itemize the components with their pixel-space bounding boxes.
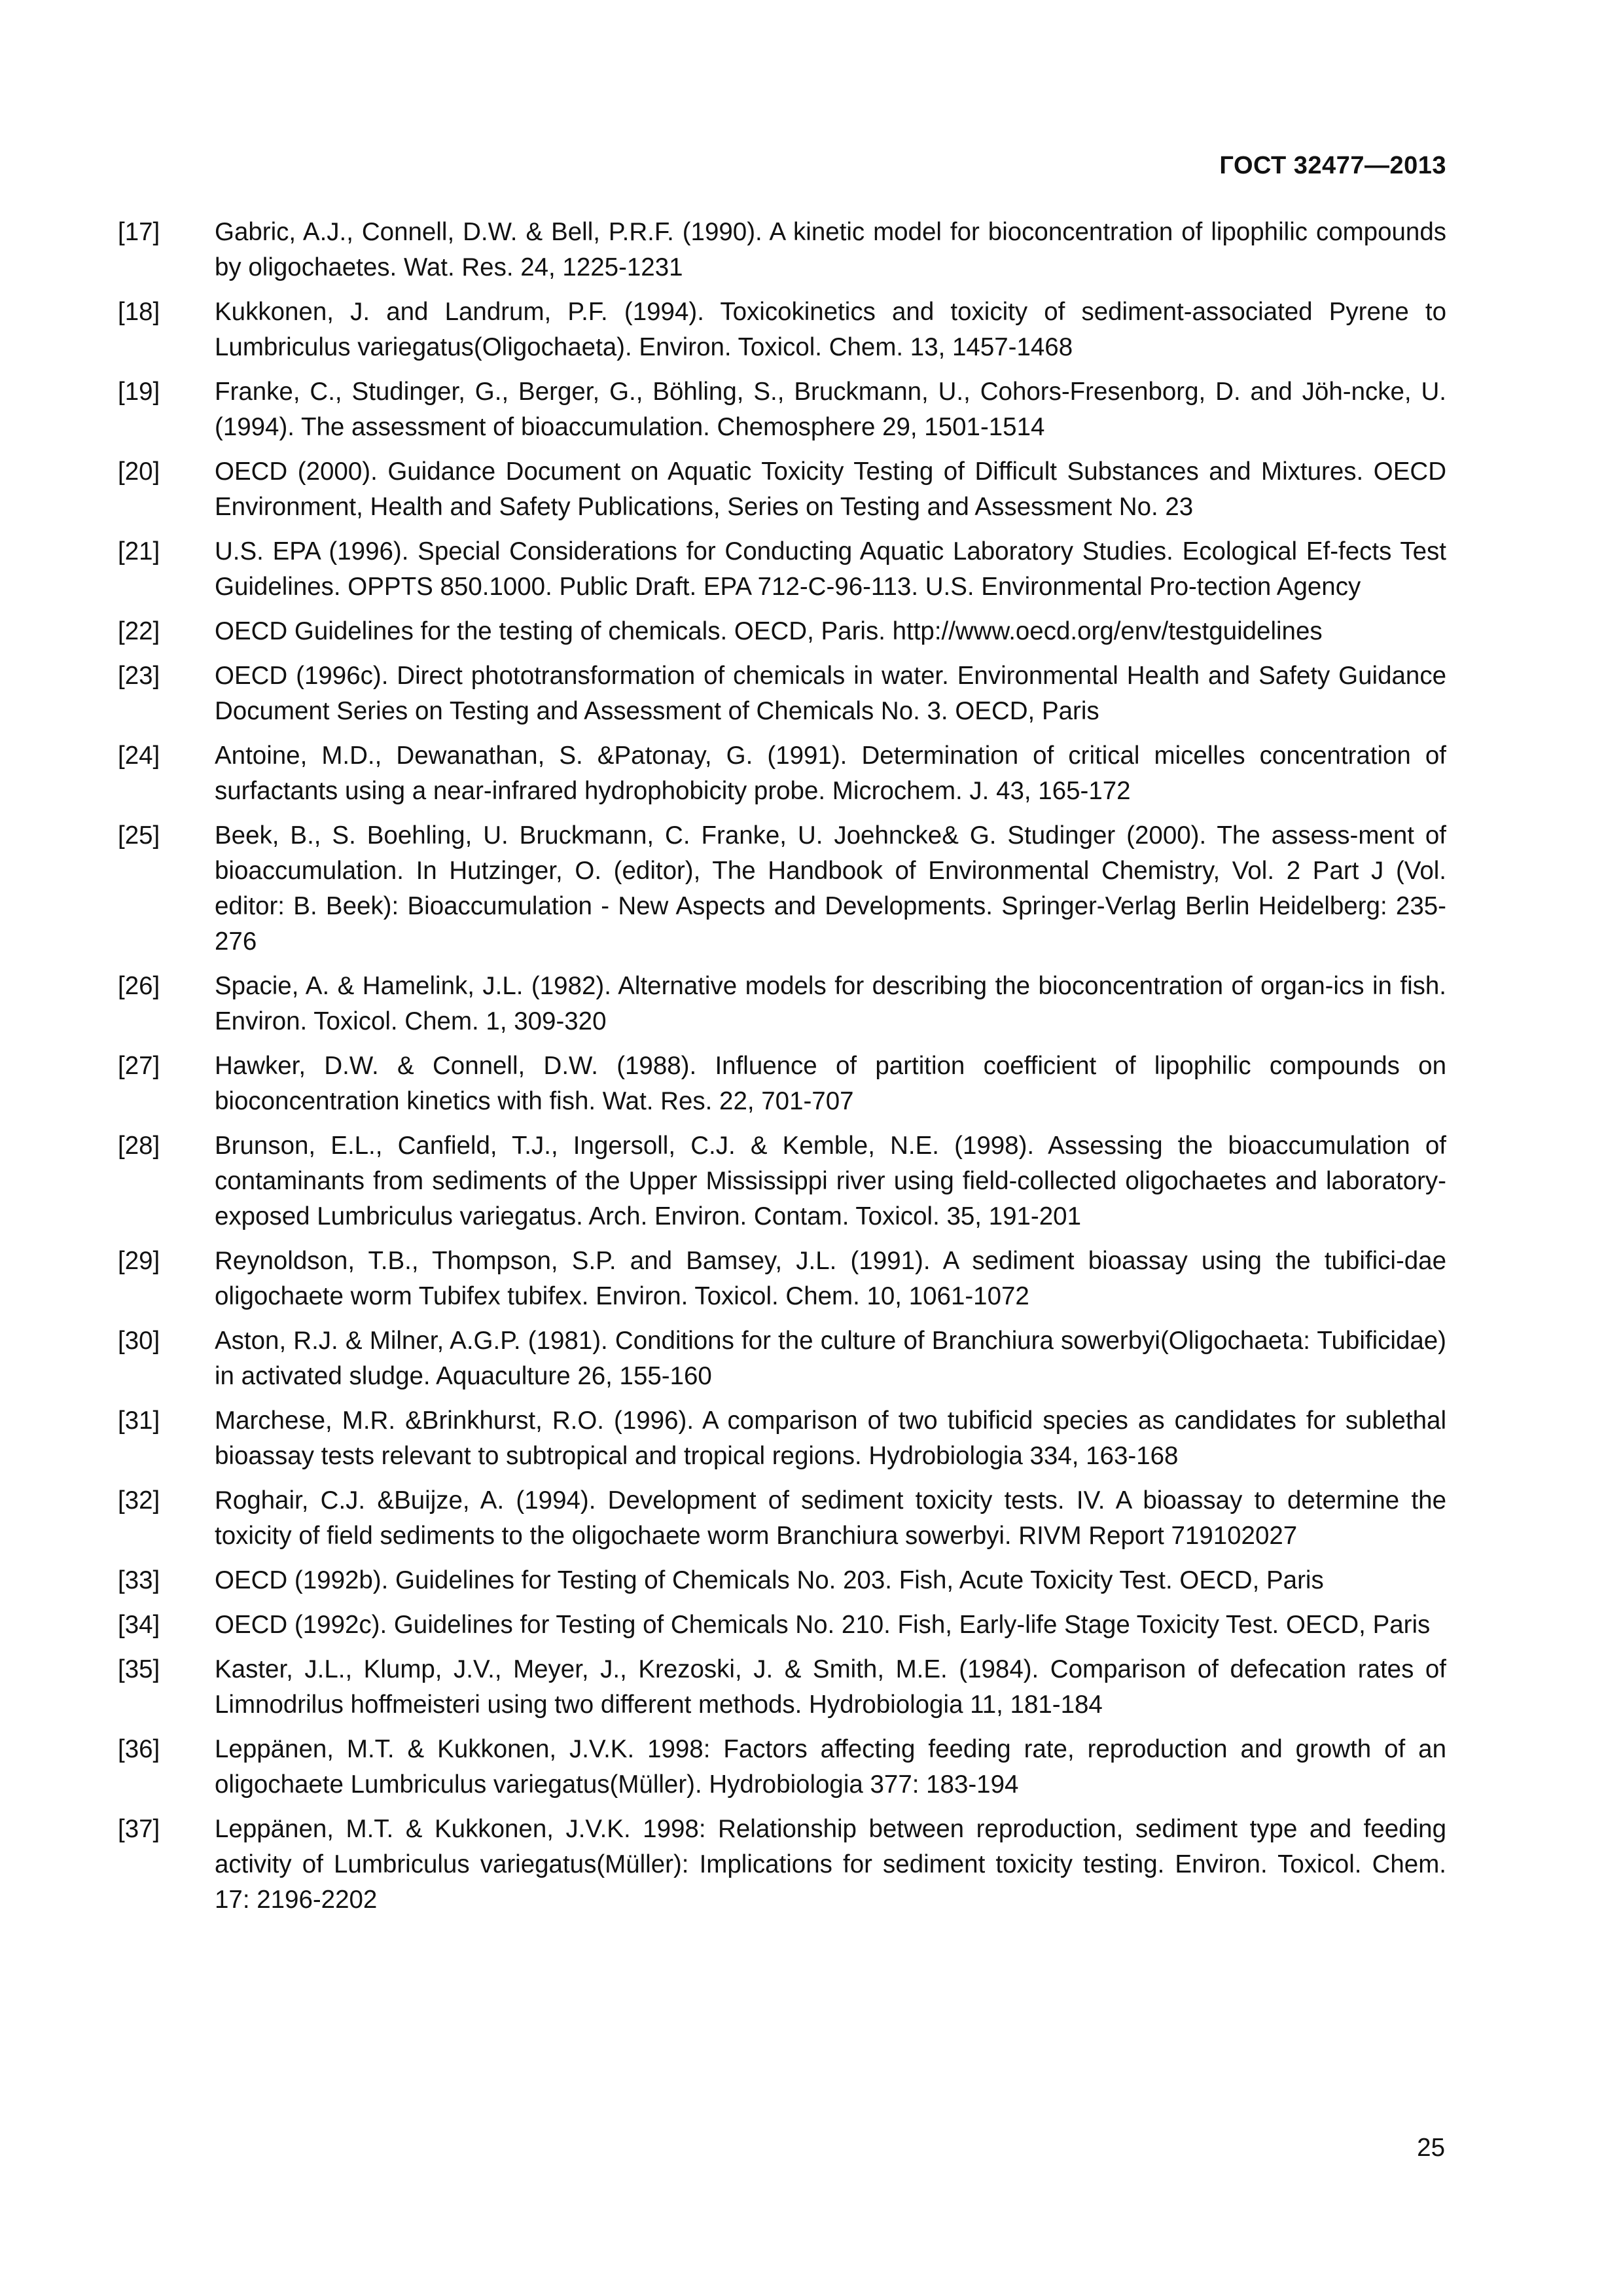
reference-item	[118, 454, 1446, 525]
reference-text: Brunson, E.L., Canfield, T.J., Ingersoll, C.J. & Kemble, N.E. (1998). Assessing the bioaccumulation of contaminants from sediments of the Upper Mississippi river using field-collected oligochaetes and laboratory-exposed Lumbriculus variegatus. Arch. Environ. Contam. Toxicol. 35, 191-201	[215, 1132, 1446, 1230]
reference-text: Kukkonen, J. and Landrum, P.F. (1994). Toxicokinetics and toxicity of sediment-associated Pyrene to Lumbriculus variegatus(Oligochaeta). Environ. Toxicol. Chem. 13, 1457-1468	[215, 298, 1446, 361]
reference-text: Spacie, A. & Hamelink, J.L. (1982). Alternative models for describing the bioconcentration of organ-ics in fish. Environ. Toxicol. Chem. 1, 309-320	[215, 972, 1446, 1035]
reference-item	[118, 1128, 1446, 1234]
reference-item	[118, 374, 1446, 445]
reference-item	[118, 1607, 1446, 1643]
reference-text: Aston, R.J. & Milner, A.G.P. (1981). Conditions for the culture of Branchiura sowerbyi(Oligochaeta: Tubificidae) in activated sludge. Aquaculture 26, 155-160	[215, 1327, 1446, 1390]
reference-text: U.S. EPA (1996). Special Considerations for Conducting Aquatic Laboratory Studies. Ecological Ef-fects Test Guidelines. OPPTS 850.1000. Public Draft. EPA 712-C-96-113. U.S. Environmental Pro-tection Agency	[215, 537, 1446, 601]
reference-number: [23]	[118, 662, 160, 690]
reference-number: [26]	[118, 972, 160, 1000]
reference-item	[118, 1244, 1446, 1314]
reference-text: OECD (1992b). Guidelines for Testing of Chemicals No. 203. Fish, Acute Toxicity Test. OECD, Paris	[215, 1566, 1324, 1594]
reference-item	[118, 1732, 1446, 1803]
reference-item	[118, 658, 1446, 729]
reference-number: [36]	[118, 1735, 160, 1763]
reference-text: Reynoldson, T.B., Thompson, S.P. and Bamsey, J.L. (1991). A sediment bioassay using the tubifici-dae oligochaete worm Tubifex tubifex. Environ. Toxicol. Chem. 10, 1061-1072	[215, 1247, 1446, 1310]
reference-text: OECD Guidelines for the testing of chemicals. OECD, Paris. http://www.oecd.org/env/testguidelines	[215, 617, 1323, 645]
reference-number: [33]	[118, 1566, 160, 1594]
reference-number: [29]	[118, 1247, 160, 1275]
reference-text: Leppänen, M.T. & Kukkonen, J.V.K. 1998: Relationship between reproduction, sediment type and feeding activity of Lumbriculus variegatus(Müller): Implications for sediment toxicity testing. Environ. Toxicol. Chem. 17: 2196-2202	[215, 1815, 1446, 1914]
reference-number: [20]	[118, 457, 160, 486]
reference-text: Hawker, D.W. & Connell, D.W. (1988). Influence of partition coefficient of lipophilic compounds on bioconcentration kinetics with fish. Wat. Res. 22, 701-707	[215, 1052, 1446, 1115]
reference-item	[118, 215, 1446, 285]
reference-number: [35]	[118, 1655, 160, 1683]
reference-item	[118, 1403, 1446, 1474]
reference-number: [27]	[118, 1052, 160, 1080]
reference-number: [28]	[118, 1132, 160, 1160]
reference-item	[118, 818, 1446, 960]
reference-text: OECD (1996c). Direct phototransformation of chemicals in water. Environmental Health and Safety Guidance Document Series on Testing and Assessment of Chemicals No. 3. OECD, Paris	[215, 662, 1446, 725]
reference-text: Beek, B., S. Boehling, U. Bruckmann, C. Franke, U. Joehncke& G. Studinger (2000). The assess-ment of bioaccumulation. In Hutzinger, O. (editor), The Handbook of Environmental Chemistry, Vol. 2 Part J (Vol. editor: B. Beek): Bioaccumulation - New Aspects and Developments. Springer-Verlag Berlin Heidelberg: 235-276	[215, 821, 1446, 956]
reference-item	[118, 1323, 1446, 1394]
reference-item	[118, 969, 1446, 1039]
standard-code-header: ГОСТ 32477—2013	[1219, 152, 1446, 179]
reference-number: [30]	[118, 1327, 160, 1355]
reference-item	[118, 1049, 1446, 1119]
reference-text: Franke, C., Studinger, G., Berger, G., Böhling, S., Bruckmann, U., Cohors-Fresenborg, D. and Jöh-ncke, U. (1994). The assessment of bioaccumulation. Chemosphere 29, 1501-1514	[215, 378, 1446, 441]
reference-number: [32]	[118, 1486, 160, 1515]
reference-text: OECD (1992c). Guidelines for Testing of Chemicals No. 210. Fish, Early-life Stage Toxicity Test. OECD, Paris	[215, 1611, 1431, 1639]
reference-number: [24]	[118, 742, 160, 770]
reference-item	[118, 534, 1446, 605]
reference-item	[118, 1483, 1446, 1554]
reference-number: [21]	[118, 537, 160, 565]
reference-text: Kaster, J.L., Klump, J.V., Meyer, J., Krezoski, J. & Smith, M.E. (1984). Comparison of defecation rates of Limnodrilus hoffmeisteri using two different methods. Hydrobiologia 11, 181-184	[215, 1655, 1446, 1719]
reference-item	[118, 738, 1446, 809]
reference-text: Gabric, A.J., Connell, D.W. & Bell, P.R.F. (1990). A kinetic model for bioconcentration of lipophilic compounds by oligochaetes. Wat. Res. 24, 1225-1231	[215, 218, 1446, 281]
page-number: 25	[1417, 2134, 1445, 2162]
reference-number: [22]	[118, 617, 160, 645]
reference-item	[118, 1812, 1446, 1918]
reference-list	[118, 215, 1446, 1927]
reference-item	[118, 1652, 1446, 1723]
reference-text: Marchese, M.R. &Brinkhurst, R.O. (1996). A comparison of two tubificid species as candidates for sublethal bioassay tests relevant to subtropical and tropical regions. Hydrobiologia 334, 163-168	[215, 1407, 1446, 1470]
reference-number: [37]	[118, 1815, 160, 1843]
reference-number: [34]	[118, 1611, 160, 1639]
reference-number: [17]	[118, 218, 160, 246]
reference-number: [31]	[118, 1407, 160, 1435]
reference-number: [18]	[118, 298, 160, 326]
reference-number: [19]	[118, 378, 160, 406]
reference-item	[118, 614, 1446, 649]
reference-text: Antoine, M.D., Dewanathan, S. &Patonay, G. (1991). Determination of critical micelles concentration of surfactants using a near-infrared hydrophobicity probe. Microchem. J. 43, 165-172	[215, 742, 1446, 805]
reference-item	[118, 1563, 1446, 1598]
reference-text: Leppänen, M.T. & Kukkonen, J.V.K. 1998: Factors affecting feeding rate, reproduction and growth of an oligochaete Lumbriculus variegatus(Müller). Hydrobiologia 377: 183-194	[215, 1735, 1446, 1799]
reference-text: Roghair, C.J. &Buijze, A. (1994). Development of sediment toxicity tests. IV. A bioassay to determine the toxicity of field sediments to the oligochaete worm Branchiura sowerbyi. RIVM Report 719102027	[215, 1486, 1446, 1550]
reference-text: OECD (2000). Guidance Document on Aquatic Toxicity Testing of Difficult Substances and Mixtures. OECD Environment, Health and Safety Publications, Series on Testing and Assessment No. 23	[215, 457, 1446, 521]
reference-number: [25]	[118, 821, 160, 850]
reference-item	[118, 295, 1446, 365]
